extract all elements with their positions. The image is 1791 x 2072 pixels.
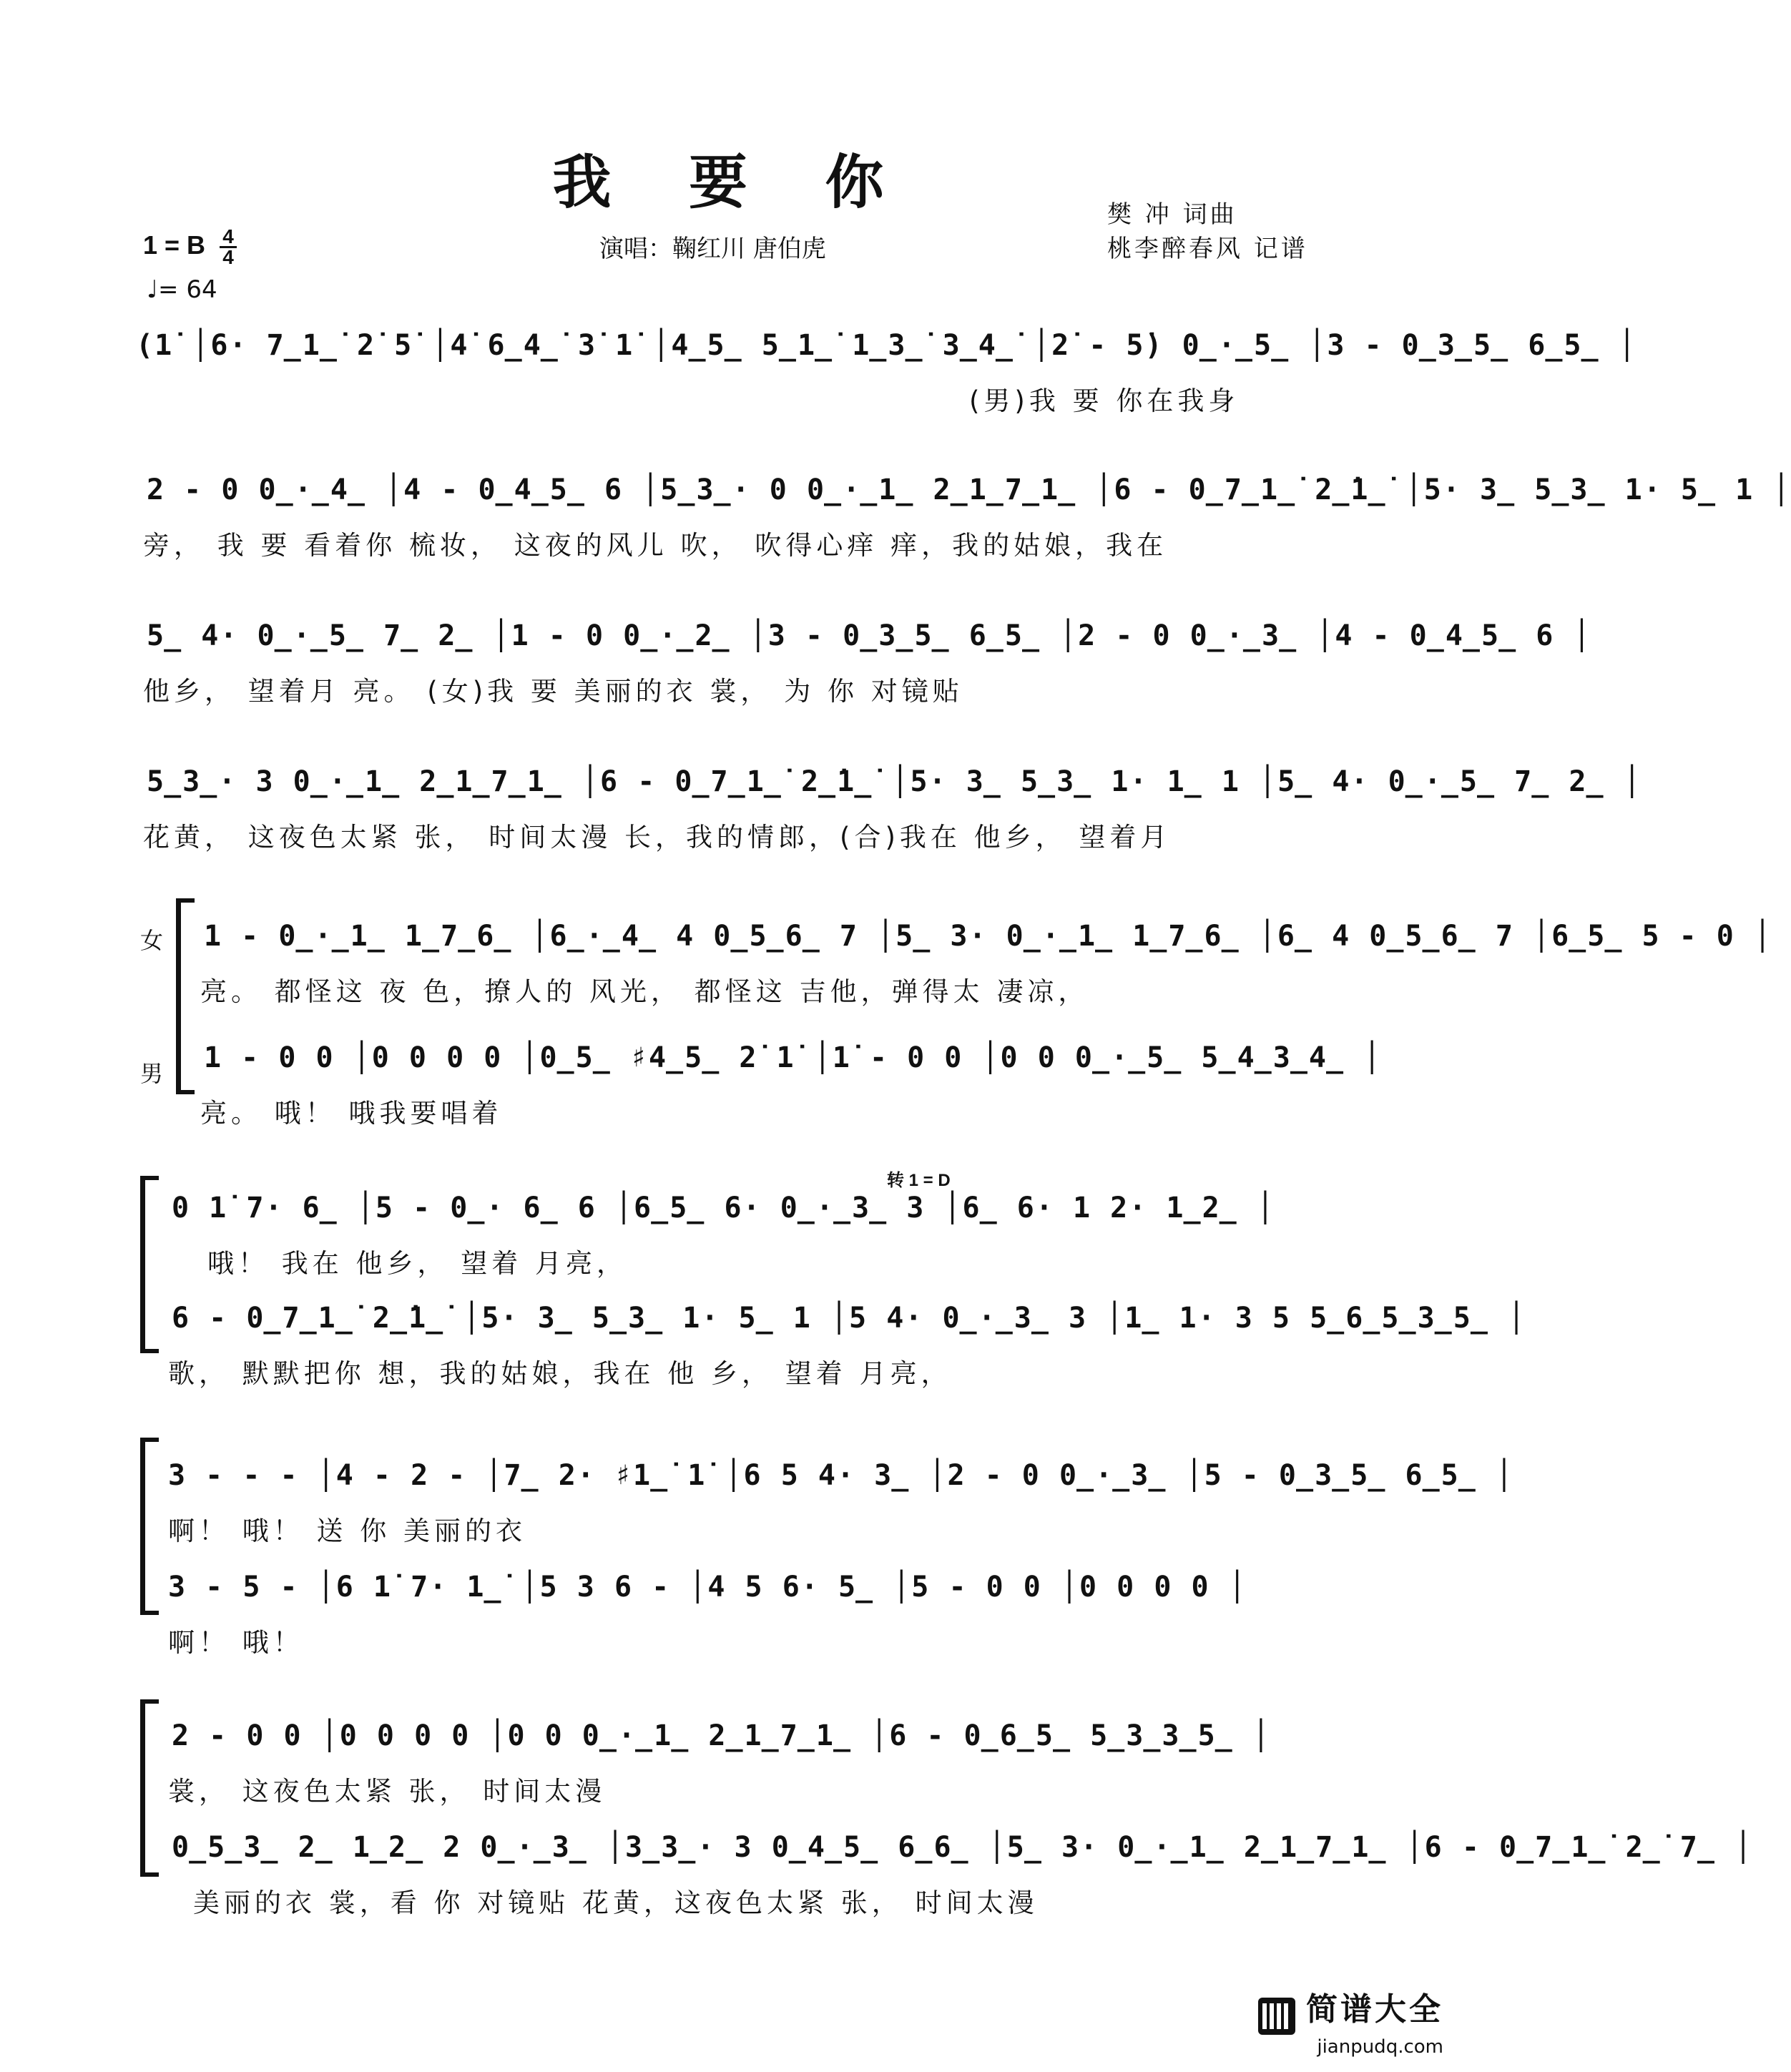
score-row-12-lyrics: 美丽的衣 裳，看 你 对镜贴 花黄，这夜色太紧 张， 时间太漫 — [193, 1887, 1039, 1918]
key-signature — [143, 227, 237, 267]
score-row-7-notes: 0 1̇ 7· 6̲ │5 - 0̲· 6̲ 6 │6̲5̲ 6· 0̲·̲3̲ 3 │6̲ 6· 1 2· 1̲2̲ │ — [172, 1192, 1275, 1224]
score-row-8-lyrics: 歌， 默默把你 想，我的姑娘，我在 他 乡， 望着 月亮， — [168, 1358, 952, 1389]
system-bracket-1 — [176, 903, 181, 1090]
piano-logo-icon — [1257, 1996, 1297, 2036]
score-row-4-lyrics: 花黄， 这夜色太紧 张， 时间太漫 长，我的情郎，(合)我在 他乡， 望着月 — [143, 822, 1172, 853]
score-row-10-notes: 3 - 5 - │6 1̇ 7· 1̲̇ │5 3 6 - │4 5 6· 5̲ │5 - 0 0 │0 0 0 0 │ — [168, 1571, 1247, 1604]
score-row-1-notes: (1̇ │6· 7̲1̲̇ 2̇ 5̇ │4̇ 6̲4̲̇ 3̇ 1̇ │4̲5̲ 5̲1̲̇ 1̲3̲̇ 3̲4̲̇ │2̇ - 5̇) 0̲·̲5̲ │3 - 0̲3̲5̲ 6̲5̲ │ — [136, 329, 1637, 362]
singers: 演唱：鞠红川 唐伯虎 — [599, 235, 826, 263]
score-row-3-notes: 5̲ 4· 0̲·̲5̲ 7̲ 2̲ │1 - 0 0̲·̲2̲ │3 - 0̲3̲5̲ 6̲5̲ │2 - 0 0̲·̲3̲ │4 - 0̲4̲5̲ 6 │ — [147, 619, 1592, 652]
score-row-6-lyrics: 亮。 哦！ 哦我要唱着 — [200, 1098, 503, 1129]
system-bracket-4 — [140, 1704, 145, 1872]
score-row-6-notes: 1 - 0 0 │0 0 0 0 │0̲5̲ ♯4̲5̲ 2̇ 1̇ │1̇ - 0 0 │0 0 0̲·̲5̲ 5̲4̲3̲4̲ │ — [204, 1041, 1383, 1074]
time-signature — [220, 227, 237, 267]
score-row-5-notes: 1 - 0̲·̲1̲ 1̲7̲6̲ │6̲·̲4̲ 4 0̲5̲6̲ 7 │5̲ 3· 0̲·̲1̲ 1̲7̲6̲ │6̲ 4 0̲5̲6̲ 7 │6̲5̲ 5 - 0 │ — [204, 920, 1773, 953]
score-row-5-lyrics: 亮。 都怪这 夜 色，撩人的 风光， 都怪这 吉他，弹得太 凄凉， — [200, 976, 1089, 1007]
score-row-10-lyrics: 啊！ 哦！ — [168, 1627, 304, 1658]
score-row-11-lyrics: 裳， 这夜色太紧 张， 时间太漫 — [168, 1776, 607, 1807]
tempo-mark: ♩= 64 — [147, 275, 217, 304]
page-title: 我 要 你 — [552, 148, 913, 217]
score-row-2-lyrics: 旁， 我 要 看着你 梳妆， 这夜的风儿 吹， 吹得心痒 痒，我的姑娘，我在 — [143, 530, 1168, 561]
score-row-11-notes: 2 - 0 0 │0 0 0 0 │0 0 0̲·̲1̲ 2̲1̲7̲1̲ │6 - 0̲6̲5̲ 5̲3̲3̲5̲ │ — [172, 1719, 1271, 1752]
time-bottom: 4 — [222, 246, 234, 268]
lyricist: 樊 冲 词曲 — [1107, 200, 1237, 229]
score-row-12-notes: 0̲5̲3̲ 2̲ 1̲2̲ 2 0̲·̲3̲ │3̲3̲· 3 0̲4̲5̲ 6̲6̲ │5̲ 3· 0̲·̲1̲ 2̲1̲7̲1̲ │6 - 0̲7̲1̲̇ 2̲̇ 7̲ │ — [172, 1831, 1754, 1864]
watermark-title: 简谱大全 — [1306, 1990, 1443, 2028]
score-row-2-notes: 2 - 0 0̲·̲4̲ │4 - 0̲4̲5̲ 6 │5̲3̲· 0 0̲·̲1̲ 2̲1̲7̲1̲ │6 - 0̲7̲1̲̇ 2̲̇1̲̇ │5· 3̲ 5̲3̲ 1· 5̲ 1 │ — [147, 473, 1791, 506]
site-watermark — [1257, 1983, 1443, 2058]
watermark-url: jianpudq.com — [1317, 2036, 1443, 2058]
score-row-1-lyrics: (男)我 要 你在我身 — [969, 386, 1240, 416]
score-row-4-notes: 5̲3̲· 3 0̲·̲1̲ 2̲1̲7̲1̲ │6 - 0̲7̲1̲̇ 2̲̇1̲̇ │5· 3̲ 5̲3̲ 1· 1̲ 1 │5̲ 4· 0̲·̲5̲ 7̲ 2̲ │ — [147, 765, 1642, 798]
score-row-8-notes: 6 - 0̲7̲1̲̇ 2̲̇1̲̇ │5· 3̲ 5̲3̲ 1· 5̲ 1 │5 4· 0̲·̲3̲ 3 │1̲ 1· 3 5 5̲6̲5̲3̲5̲ │ — [172, 1302, 1527, 1335]
system-bracket-3 — [140, 1442, 145, 1611]
score-row-7-lyrics: 哦！ 我在 他乡， 望着 月亮， — [207, 1248, 628, 1279]
voice-label-male-1: 男 — [140, 1060, 164, 1087]
modulation-mark: 转 1 = D — [887, 1171, 951, 1190]
score-row-3-lyrics: 他乡， 望着月 亮。 (女)我 要 美丽的衣 裳， 为 你 对镜贴 — [143, 676, 963, 707]
key-label: 1 = B — [143, 230, 206, 260]
system-bracket-2 — [140, 1180, 145, 1349]
time-top: 4 — [222, 225, 234, 247]
score-row-9-notes: 3 - - - │4 - 2 - │7̲ 2· ♯1̲̇ 1̇ │6 5 4· 3̲ │2 - 0 0̲·̲3̲ │5 - 0̲3̲5̲ 6̲5̲ │ — [168, 1459, 1514, 1492]
score-row-9-lyrics: 啊！ 哦！ 送 你 美丽的衣 — [168, 1516, 527, 1546]
transcriber: 桃李醉春风 记谱 — [1107, 235, 1308, 263]
voice-label-female-1: 女 — [140, 927, 164, 954]
